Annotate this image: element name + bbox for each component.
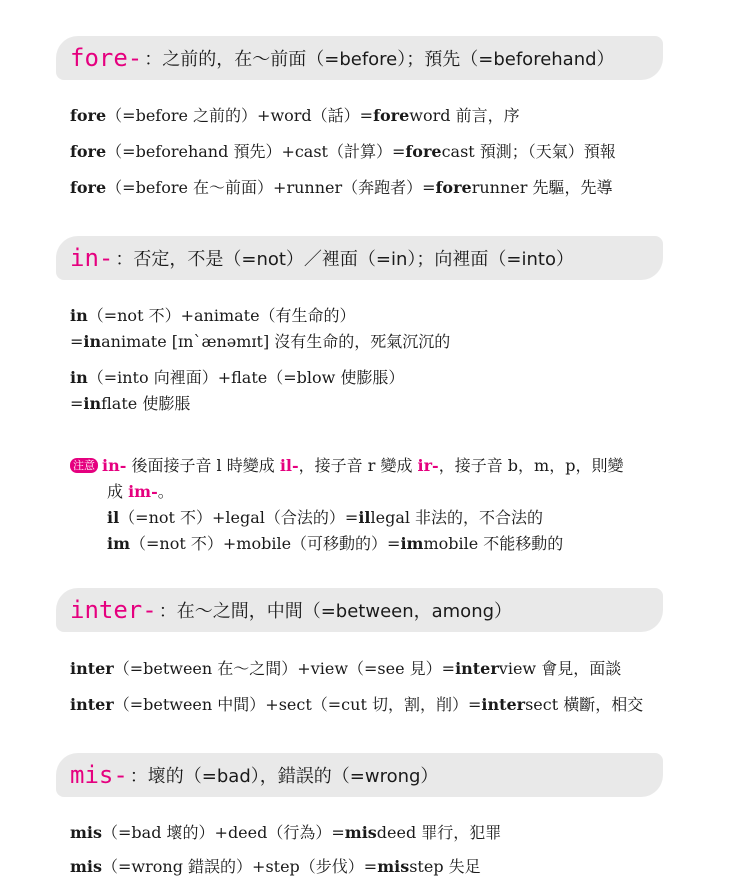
prefix-meaning: ：壞的（=bad），錯誤的（=wrong） xyxy=(129,766,439,787)
example-line: =inflate 使膨脹 xyxy=(70,394,191,413)
note-badge: 注意 xyxy=(70,458,98,473)
example-line: inter（=between 中間）+sect（=cut 切，割，削）=intersect 橫斷，相交 xyxy=(70,695,644,714)
example-line: mis（=wrong 錯誤的）+step（步伐）=misstep 失足 xyxy=(70,857,481,876)
example-line: inter（=between 在～之間）+view（=see 見）=interview 會見，面談 xyxy=(70,659,622,678)
example-line: in（=into 向裡面）+flate（=blow 使膨脹） xyxy=(70,368,405,387)
prefix-meaning: ：在～之間，中間（=between，among） xyxy=(158,601,513,622)
section-header-inter xyxy=(56,588,663,632)
note-line: 注意 in- 後面接子音 l 時變成 il-，接子音 r 變成 ir-，接子音 b，m，p，則變 xyxy=(70,455,623,477)
example-line: fore（=before 在～前面）+runner（奔跑者）=forerunner 先驅，先導 xyxy=(70,178,613,197)
example-line: im（=not 不）+mobile（可移動的）=immobile 不能移動的 xyxy=(107,534,564,553)
prefix-label: in- xyxy=(70,244,114,272)
example-line: il（=not 不）+legal（合法的）=illegal 非法的，不合法的 xyxy=(107,508,544,527)
section-header-mis xyxy=(56,753,663,797)
prefix-label: inter- xyxy=(70,596,157,624)
example-line: fore（=before 之前的）+word（話）=foreword 前言，序 xyxy=(70,106,520,125)
prefix-meaning: ：之前的，在～前面（=before）；預先（=beforehand） xyxy=(144,49,615,70)
prefix-label: fore- xyxy=(70,44,143,72)
prefix-label: mis- xyxy=(70,761,128,789)
example-line: mis（=bad 壞的）+deed（行為）=misdeed 罪行，犯罪 xyxy=(70,823,502,842)
section-header-fore xyxy=(56,36,663,80)
example-line: in（=not 不）+animate（有生命的） xyxy=(70,306,356,325)
note-line: 成 im-。 xyxy=(107,482,174,501)
section-header-in xyxy=(56,236,663,280)
prefix-meaning: ：否定，不是（=not）／裡面（=in）；向裡面（=into） xyxy=(115,249,574,270)
example-line: fore（=beforehand 預先）+cast（計算）=forecast 預測；（天氣）預報 xyxy=(70,142,616,161)
example-line: =inanimate [ɪnˋænəmɪt] 沒有生命的，死氣沉沉的 xyxy=(70,332,451,351)
